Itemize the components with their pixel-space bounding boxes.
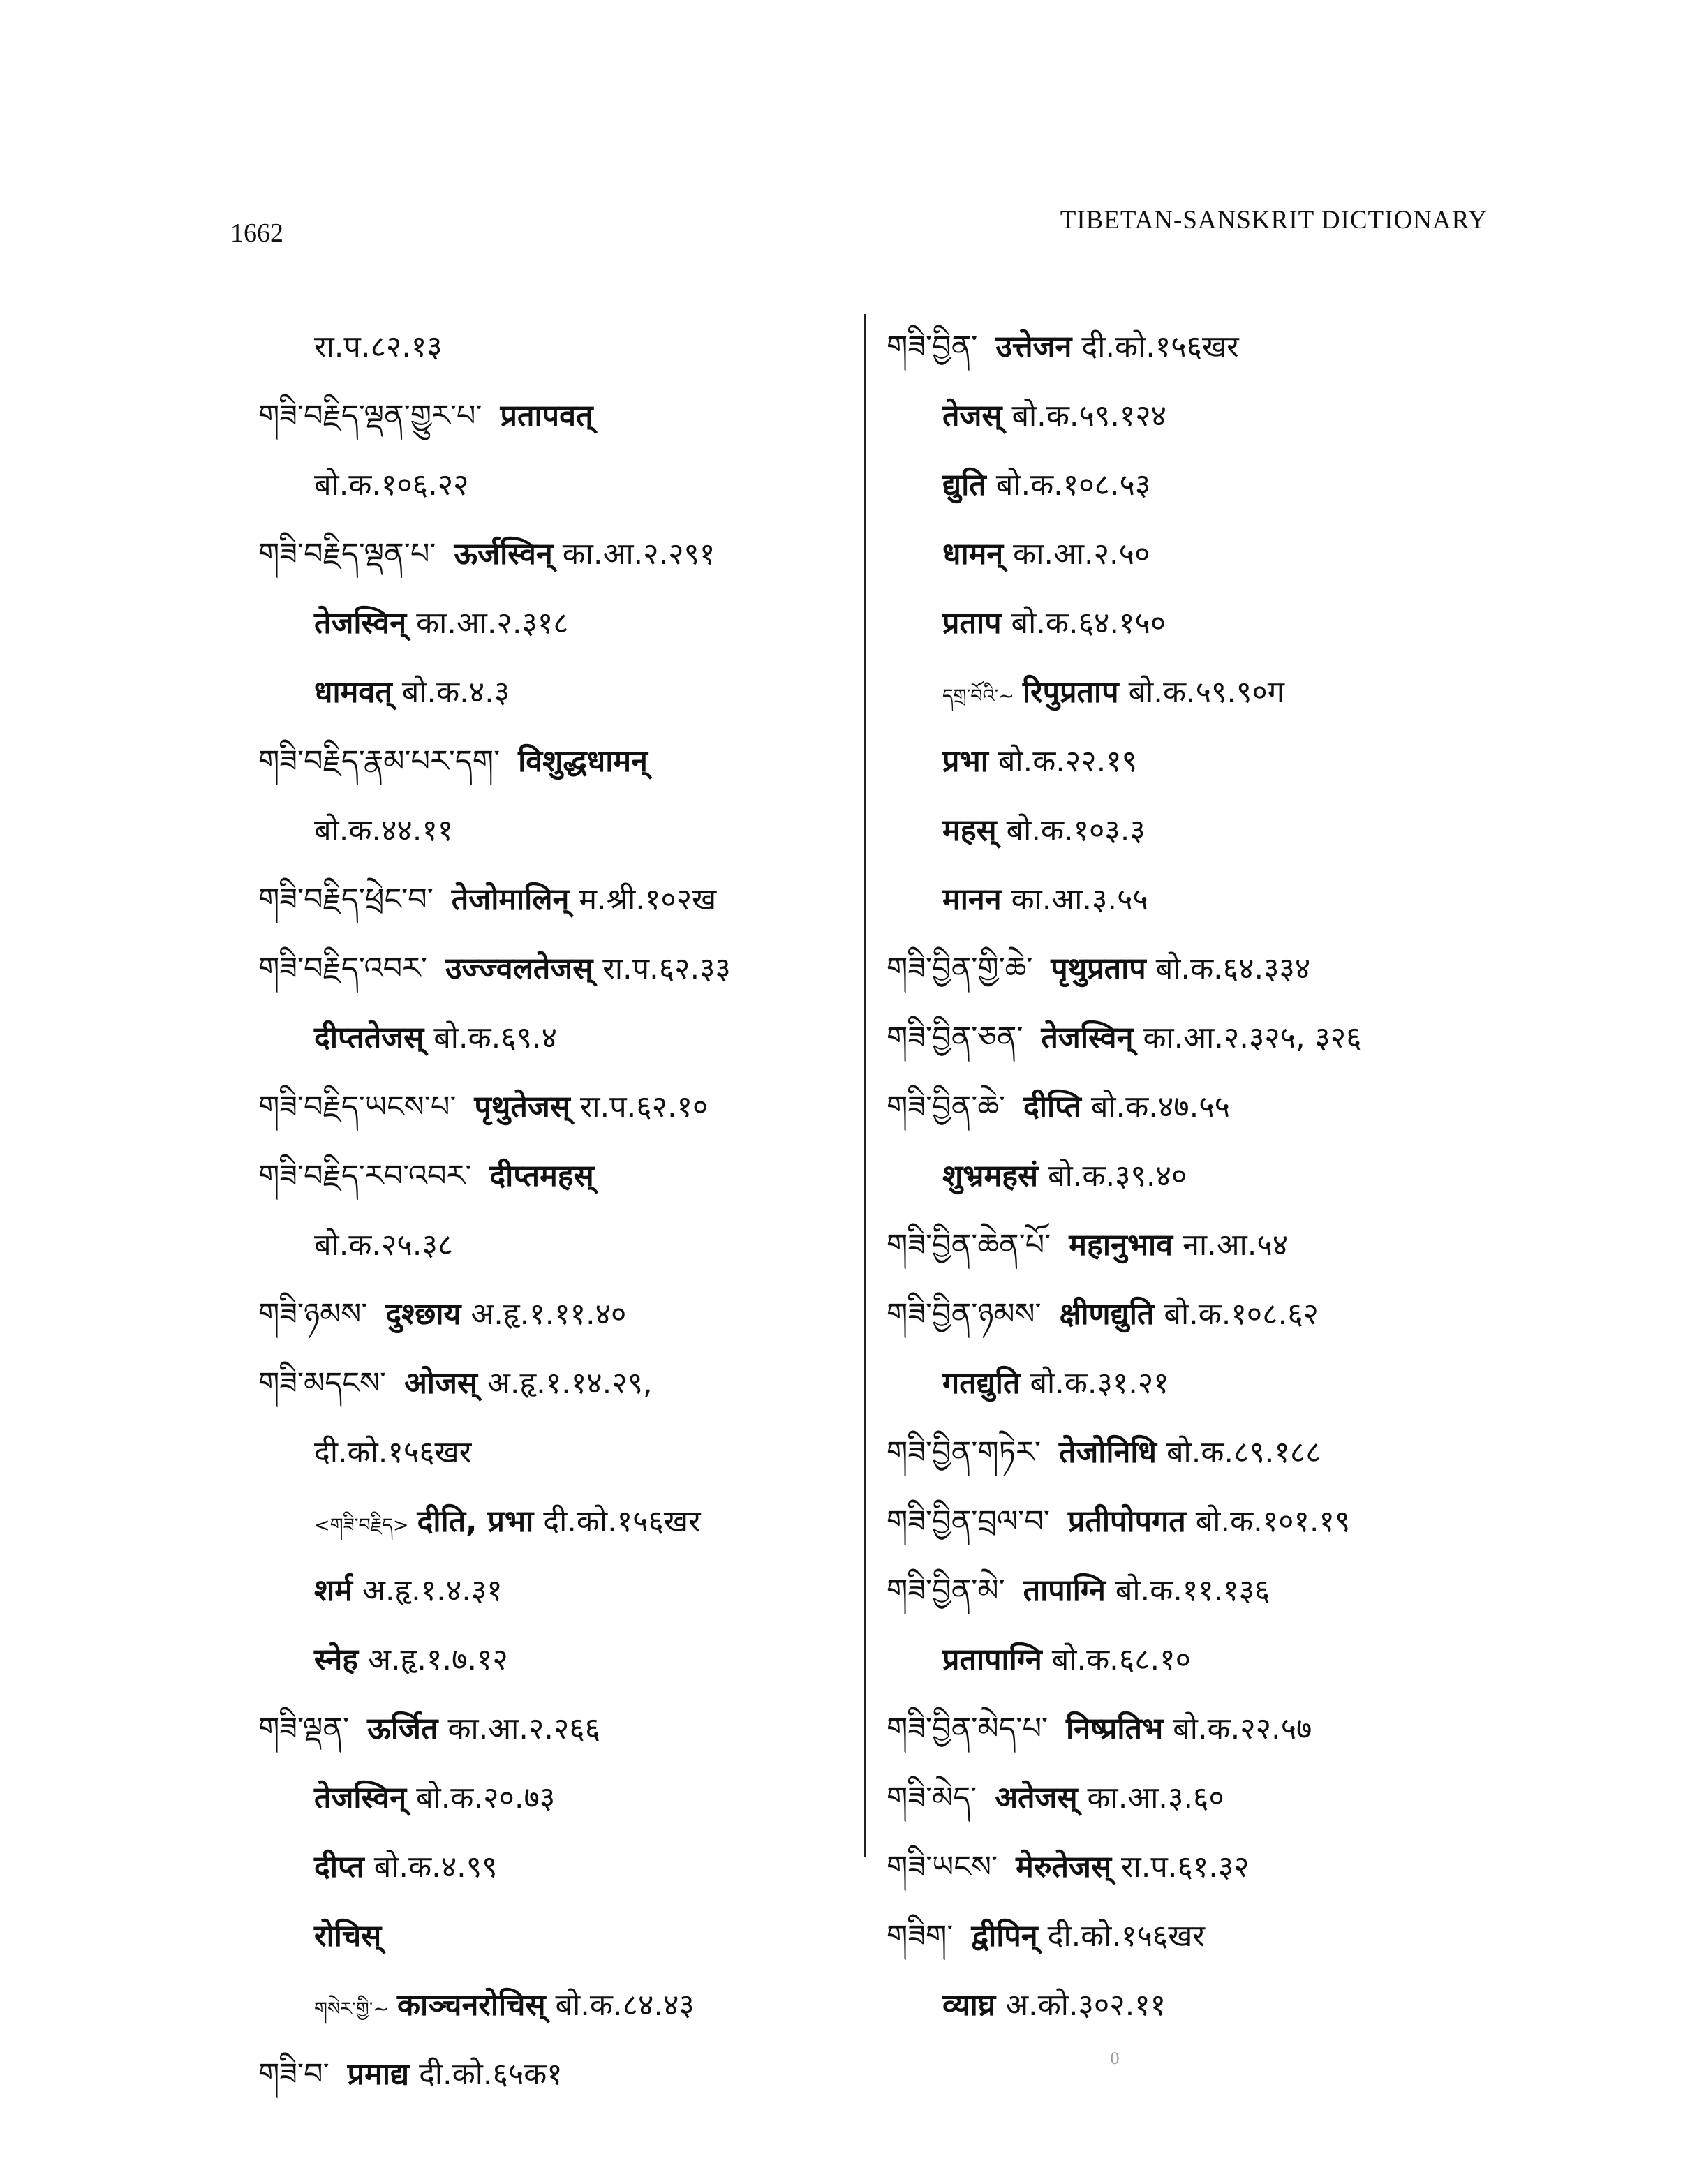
source-reference: रा.प.८२.१३ — [314, 329, 443, 364]
source-reference: का.आ.२.३१८ — [416, 606, 569, 641]
source-reference: बो.क.११.१३६ — [1115, 1573, 1270, 1608]
dictionary-headword-line — [258, 1142, 831, 1211]
page-mark: 0 — [1110, 2051, 1120, 2068]
dictionary-subentry-line — [258, 1418, 831, 1487]
source-reference: बो.क.६४.१५० — [1011, 606, 1166, 641]
tibetan-term: གཟི་བརྗིད་ཡངས་པ་ — [258, 1090, 457, 1124]
tibetan-term: གཟི་བྱིན་བྲལ་བ་ — [887, 1504, 1050, 1539]
dictionary-headword-line — [258, 1695, 831, 1764]
source-reference: ना.आ.५४ — [1183, 1228, 1289, 1263]
source-reference: बो.क.६४.३३४ — [1155, 951, 1311, 986]
dictionary-subentry-line — [258, 1971, 831, 2040]
dictionary-subentry-line — [887, 1142, 1501, 1211]
tibetan-term: གཟི་བརྗིད་ཕྲེང་བ་ — [258, 882, 433, 917]
source-reference: का.आ.३.६० — [1087, 1781, 1224, 1815]
sanskrit-equivalent: तापाग्नि — [1023, 1573, 1106, 1608]
source-reference: बो.क.५९.९०ग — [1128, 675, 1284, 710]
source-reference: बो.क.८४.४३ — [555, 1988, 695, 2023]
tibetan-term: གཟི་བྱིན་ — [887, 329, 978, 364]
sanskrit-equivalent: विशुद्धधामन् — [518, 744, 648, 779]
dictionary-headword-line — [887, 1073, 1501, 1142]
source-reference: दी.को.१५६खर — [314, 1435, 472, 1470]
dictionary-headword-line — [887, 1557, 1501, 1626]
sanskrit-equivalent: प्रतीपोपगत — [1067, 1504, 1186, 1539]
source-reference: बो.क.१०३.३ — [1006, 813, 1146, 848]
tibetan-term: གཟི་བརྗིད་ལྡན་གྱུར་པ་ — [258, 399, 482, 433]
sanskrit-equivalent: महस् — [942, 813, 997, 848]
source-reference: बो.क.६९.४ — [433, 1020, 558, 1055]
source-reference: बो.क.२५.३८ — [314, 1228, 454, 1263]
tibetan-term: གཟི་ཡངས་ — [887, 1850, 998, 1885]
source-reference: बो.क.३१.२१ — [1030, 1366, 1169, 1401]
dictionary-headword-line — [887, 1695, 1501, 1764]
page-number: 1662 — [230, 218, 283, 248]
tibetan-term: གཟིག་ — [887, 1919, 954, 1954]
tibetan-prefix: དགྲ་བོའི་~ — [942, 685, 1014, 707]
source-reference: अ.हृ.१.११.४० — [470, 1297, 627, 1332]
dictionary-headword-line — [258, 520, 831, 589]
tibetan-term: གཟི་བྱིན་གཏེར་ — [887, 1435, 1041, 1470]
source-reference: बो.क.१०६.२२ — [314, 468, 469, 503]
source-reference: दी.को.१५६खर — [1047, 1919, 1205, 1954]
dictionary-headword-line — [887, 1418, 1501, 1487]
source-reference: दी.को.६५क१ — [419, 2057, 563, 2092]
source-reference: बो.क.२०.७३ — [416, 1781, 556, 1815]
dictionary-headword-line — [887, 1833, 1501, 1902]
sanskrit-equivalent: शुभ्रमहसं — [942, 1159, 1039, 1194]
tibetan-prefix: གསེར་གྱི་~ — [314, 1998, 390, 2020]
sanskrit-equivalent: रिपुप्रताप — [1022, 675, 1119, 710]
source-reference: बो.क.३९.४० — [1048, 1159, 1187, 1194]
sanskrit-equivalent: प्रभा — [942, 744, 988, 779]
sanskrit-equivalent: उज्ज्वलतेजस् — [445, 951, 593, 986]
dictionary-subentry-line — [258, 1211, 831, 1280]
sanskrit-equivalent: प्रताप — [942, 606, 1002, 641]
tibetan-term: གཟི་བྱིན་ཉམས་ — [887, 1297, 1042, 1332]
sanskrit-equivalent: ऊर्जित — [367, 1711, 438, 1746]
source-reference: दी.को.१५६खर — [543, 1504, 701, 1539]
sanskrit-equivalent: महानुभाव — [1069, 1228, 1173, 1263]
dictionary-subentry-line — [258, 1557, 831, 1626]
sanskrit-equivalent: निष्प्रतिभ — [1066, 1711, 1164, 1746]
dictionary-headword-line — [887, 1902, 1501, 1971]
dictionary-subentry-line — [258, 589, 831, 658]
dictionary-subentry-line — [258, 1764, 831, 1833]
sanskrit-equivalent: दीप्ति — [1023, 1090, 1081, 1124]
dictionary-subentry-line — [887, 727, 1501, 796]
dictionary-subentry-line — [887, 796, 1501, 866]
dictionary-headword-line — [258, 866, 831, 935]
dictionary-headword-line — [887, 1004, 1501, 1073]
dictionary-headword-line — [887, 313, 1501, 382]
source-reference: अ.हृ.१.४.३१ — [362, 1573, 503, 1608]
dictionary-subentry-line — [887, 1626, 1501, 1695]
sanskrit-equivalent: तेजोमालिन् — [451, 882, 570, 917]
sanskrit-equivalent: क्षीणद्युति — [1059, 1297, 1155, 1332]
sanskrit-equivalent: ऊर्जस्विन् — [454, 537, 553, 572]
sanskrit-equivalent: पृथुप्रताप — [1051, 951, 1146, 986]
source-reference: दी.को.१५६खर — [1081, 329, 1239, 364]
sanskrit-equivalent: मानन — [942, 882, 1002, 917]
sanskrit-equivalent: धामन् — [942, 537, 1004, 572]
dictionary-headword-line — [258, 1349, 831, 1418]
tibetan-term: གཟི་བྱིན་མེད་པ་ — [887, 1711, 1048, 1746]
dictionary-subentry-line — [887, 1349, 1501, 1418]
sanskrit-equivalent: दीप्तमहस् — [489, 1159, 594, 1194]
dictionary-headword-line — [887, 1280, 1501, 1349]
source-reference: बो.क.४७.५५ — [1090, 1090, 1231, 1124]
sanskrit-equivalent: व्याघ्र — [942, 1988, 996, 2023]
left-column — [258, 313, 831, 2109]
dictionary-subentry-line — [887, 520, 1501, 589]
sanskrit-equivalent: पृथुतेजस् — [474, 1090, 570, 1124]
sanskrit-equivalent: मेरुतेजस् — [1016, 1850, 1112, 1885]
tibetan-term: གཟི་ཉམས་ — [258, 1297, 368, 1332]
dictionary-headword-line — [258, 1280, 831, 1349]
dictionary-headword-line — [258, 935, 831, 1004]
source-reference: अ.हृ.१.७.१२ — [368, 1642, 508, 1677]
sanskrit-equivalent: प्रमाद्य — [347, 2057, 410, 2092]
dictionary-subentry-line — [258, 451, 831, 520]
dictionary-subentry-line — [258, 796, 831, 866]
source-reference: बो.क.१०८.६२ — [1164, 1297, 1319, 1332]
dictionary-subentry-line — [258, 313, 831, 382]
source-reference: का.आ.२.२९१ — [562, 537, 716, 572]
dictionary-subentry-line — [258, 1833, 831, 1902]
sanskrit-equivalent: धामवत् — [314, 675, 392, 710]
sanskrit-equivalent: स्नेह — [314, 1642, 359, 1677]
source-reference: बो.क.१०१.१९ — [1195, 1504, 1351, 1539]
sanskrit-equivalent: अतेजस् — [995, 1781, 1078, 1815]
tibetan-term: གཟི་ལྡན་ — [258, 1711, 350, 1746]
sanskrit-equivalent: रोचिस् — [314, 1919, 382, 1954]
source-reference: बो.क.५९.१२४ — [1011, 399, 1167, 433]
dictionary-headword-line — [258, 1073, 831, 1142]
dictionary-subentry-line — [258, 1626, 831, 1695]
sanskrit-equivalent: द्युति — [942, 468, 986, 503]
source-reference: का.आ.२.५० — [1013, 537, 1150, 572]
dictionary-subentry-line — [258, 1902, 831, 1971]
source-reference: अ.को.३०२.११ — [1005, 1988, 1166, 2023]
source-reference: बो.क.४४.११ — [314, 813, 454, 848]
right-column — [887, 313, 1501, 2040]
dictionary-subentry-line — [887, 866, 1501, 935]
dictionary-subentry-line — [258, 658, 831, 727]
sanskrit-equivalent: गतद्युति — [942, 1366, 1021, 1401]
dictionary-subentry-line — [887, 451, 1501, 520]
source-reference: रा.प.६२.३३ — [602, 951, 731, 986]
sanskrit-equivalent: तेजोनिधि — [1058, 1435, 1157, 1470]
running-head: TIBETAN-SANSKRIT DICTIONARY — [1060, 206, 1488, 235]
source-reference: बो.क.२२.१९ — [998, 744, 1138, 779]
source-reference: बो.क.२२.५७ — [1173, 1711, 1312, 1746]
source-reference: का.आ.२.२६६ — [447, 1711, 600, 1746]
source-reference: बो.क.१०८.५३ — [995, 468, 1151, 503]
tibetan-term: གཟི་བྱིན་ཅན་ — [887, 1020, 1023, 1055]
sanskrit-equivalent: दीति, प्रभा — [417, 1504, 534, 1539]
dictionary-headword-line — [258, 2040, 831, 2109]
tibetan-term: གཟི་མདངས་ — [258, 1366, 387, 1401]
sanskrit-equivalent: द्वीपिन् — [971, 1919, 1038, 1954]
source-reference: का.आ.२.३२५, ३२६ — [1143, 1020, 1362, 1055]
source-reference: रा.प.६१.३२ — [1121, 1850, 1250, 1885]
sanskrit-equivalent: प्रतापवत् — [500, 399, 593, 433]
sanskrit-equivalent: काञ्चनरोचिस् — [397, 1988, 546, 2023]
tibetan-term: གཟི་བ་ — [258, 2057, 329, 2092]
dictionary-headword-line — [887, 935, 1501, 1004]
tibetan-term: གཟི་མེད་ — [887, 1781, 977, 1815]
source-reference: म.श्री.१०२ख — [579, 882, 717, 917]
dictionary-headword-line — [887, 1487, 1501, 1557]
sanskrit-equivalent: ओजस् — [404, 1366, 477, 1401]
sanskrit-equivalent: तेजस्विन् — [314, 1781, 407, 1815]
tibetan-term: གཟི་བྱིན་གྱི་ཆེ་ — [887, 951, 1033, 986]
column-divider — [864, 314, 866, 1857]
dictionary-headword-line — [887, 1764, 1501, 1833]
dictionary-subentry-line — [258, 1004, 831, 1073]
dictionary-subentry-line — [887, 382, 1501, 451]
source-reference: बो.क.६८.१० — [1051, 1642, 1191, 1677]
source-reference: बो.क.८९.१८८ — [1166, 1435, 1321, 1470]
tibetan-term: གཟི་བརྗིད་རབ་འབར་ — [258, 1159, 472, 1194]
dictionary-subentry-line — [258, 1487, 831, 1557]
dictionary-headword-line — [887, 1211, 1501, 1280]
dictionary-headword-line — [258, 727, 831, 796]
sanskrit-equivalent: उत्तेजन — [995, 329, 1072, 364]
tibetan-term: གཟི་བརྗིད་རྣམ་པར་དག་ — [258, 744, 501, 779]
sanskrit-equivalent: प्रतापाग्नि — [942, 1642, 1042, 1677]
dictionary-subentry-line — [887, 1971, 1501, 2040]
sanskrit-equivalent: दीप्ततेजस् — [314, 1020, 424, 1055]
sanskrit-equivalent: दुश्छाय — [385, 1297, 461, 1332]
source-reference: अ.हृ.१.१४.२९, — [487, 1366, 653, 1401]
sanskrit-equivalent: तेजस्विन् — [314, 606, 407, 641]
source-reference: रा.प.६२.१० — [579, 1090, 709, 1124]
sanskrit-equivalent: दीप्त — [314, 1850, 364, 1885]
source-reference: का.आ.३.५५ — [1011, 882, 1148, 917]
sanskrit-equivalent: तेजस्विन् — [1041, 1020, 1134, 1055]
source-reference: बो.क.४.३ — [401, 675, 510, 710]
source-reference: बो.क.४.९९ — [373, 1850, 498, 1885]
dictionary-headword-line — [258, 382, 831, 451]
dictionary-subentry-line — [887, 589, 1501, 658]
tibetan-term: གཟི་བརྗིད་ལྡན་པ་ — [258, 537, 436, 572]
dictionary-subentry-line — [887, 658, 1501, 727]
sanskrit-equivalent: शर्म — [314, 1573, 353, 1608]
tibetan-term: གཟི་བརྗིད་འབར་ — [258, 951, 427, 986]
tibetan-prefix: <གཟི་བརྗིད> — [314, 1515, 409, 1536]
tibetan-term: གཟི་བྱིན་མེ་ — [887, 1573, 1005, 1608]
sanskrit-equivalent: तेजस् — [942, 399, 1002, 433]
tibetan-term: གཟི་བྱིན་ཆེན་པོ་ — [887, 1228, 1051, 1263]
tibetan-term: གཟི་བྱིན་ཆེ་ — [887, 1090, 1005, 1124]
